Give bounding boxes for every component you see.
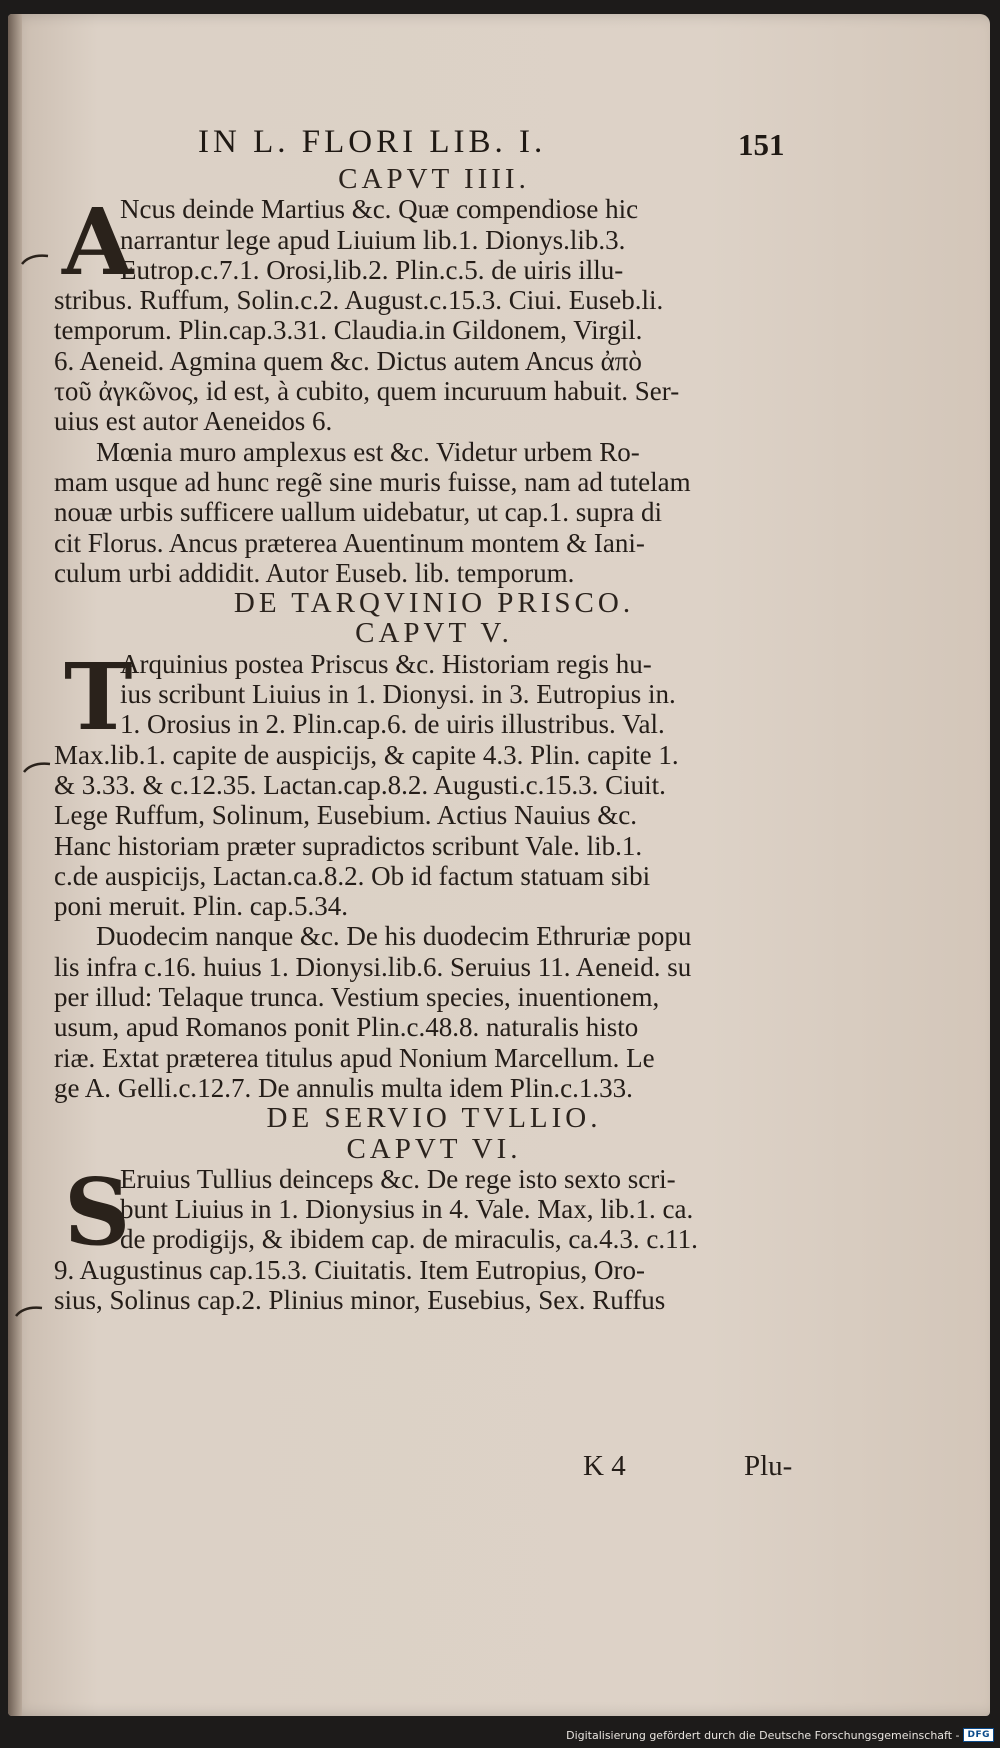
text-line: ius scribunt Liuius in 1. Dionysi. in 3. Eutropius in.	[120, 679, 676, 710]
running-title: IN L. FLORI LIB. I.	[198, 124, 547, 160]
text-line: & 3.33. & c.12.35. Lactan.cap.8.2. Augusti.c.15.3. Ciuit.	[54, 769, 666, 800]
text-line: lis infra c.16. huius 1. Dionysi.lib.6. Seruius 11. Aeneid. su	[54, 951, 692, 982]
text-line: Max.lib.1. capite de auspicijs, & capite 4.3. Plin. capite 1.	[54, 739, 679, 770]
text-line: mam usque ad hunc regẽ sine muris fuisse, nam ad tutelam	[54, 466, 691, 497]
text-line: uius est autor Aeneidos 6.	[54, 406, 333, 437]
paragraph-with-dropcap	[54, 188, 814, 297]
digitization-credit	[566, 1726, 994, 1744]
margin-pen-mark	[14, 1304, 44, 1316]
text-body	[54, 164, 814, 1315]
text-line: nouæ urbis sufficere uallum uidebatur, ut cap.1. supra di	[54, 497, 663, 528]
drop-cap-letter: A	[62, 188, 134, 297]
text-line: ge A. Gelli.c.12.7. De annulis multa idem Plin.c.1.33.	[54, 1072, 633, 1103]
chapter-heading: CAPVT VI.	[346, 1132, 522, 1165]
text-line: per illud: Telaque trunca. Vestium species, inuentionem,	[54, 982, 660, 1013]
paragraph-with-dropcap	[54, 1157, 814, 1266]
text-line: culum urbi addidit. Autor Euseb. lib. temporum.	[54, 557, 575, 588]
dfg-logo: DFG	[963, 1728, 994, 1742]
text-line: 6. Aeneid. Agmina quem &c. Dictus autem Ancus ἀπὸ	[54, 345, 642, 376]
catchword: Plu-	[744, 1450, 793, 1482]
section-title: DE TARQVINIO PRISCO.	[233, 587, 635, 620]
text-line: Duodecim nanque &c. De his duodecim Ethruriæ popu	[96, 921, 692, 952]
text-line: bunt Liuius in 1. Dionysius in 4. Vale. Max, lib.1. ca.	[120, 1194, 694, 1225]
drop-cap-letter: S	[64, 1157, 131, 1266]
text-line: de prodigijs, & ibidem cap. de miraculis, ca.4.3. c.11.	[120, 1224, 698, 1255]
text-line: τοῦ ἀγκῶνος, id est, à cubito, quem incuruum habuit. Ser-	[54, 376, 680, 407]
chapter-heading: CAPVT V.	[355, 617, 513, 650]
signature-mark: K 4	[583, 1450, 626, 1482]
margin-pen-mark	[22, 760, 52, 772]
text-line: c.de auspicijs, Lactan.ca.8.2. Ob id factum statuam sibi	[54, 860, 651, 891]
text-line: 9. Augustinus cap.15.3. Ciuitatis. Item Eutropius, Oro-	[54, 1254, 645, 1285]
text-line: temporum. Plin.cap.3.31. Claudia.in Gildonem, Virgil.	[54, 315, 643, 346]
text-line: Lege Ruffum, Solinum, Eusebium. Actius Nauius &c.	[54, 800, 637, 831]
credit-text: Digitalisierung gefördert durch die Deutsche Forschungsgemeinschaft -	[566, 1728, 960, 1742]
text-line: cit Florus. Ancus præterea Auentinum montem & Iani-	[54, 527, 645, 558]
drop-cap-letter: T	[64, 642, 133, 751]
section-title: DE SERVIO TVLLIO.	[266, 1102, 602, 1135]
text-line: Hanc historiam præter supradictos scribunt Vale. lib.1.	[54, 830, 643, 861]
margin-pen-mark	[20, 252, 50, 264]
page-spine-edge	[8, 14, 22, 1716]
text-line: usum, apud Romanos ponit Plin.c.48.8. naturalis histo	[54, 1012, 639, 1043]
text-line: 1. Orosius in 2. Plin.cap.6. de uiris illustribus. Val.	[120, 709, 665, 740]
chapter-heading: CAPVT IIII.	[338, 163, 530, 195]
text-line: riæ. Extat præterea titulus apud Nonium Marcellum. Le	[54, 1042, 655, 1073]
page-number: 151	[738, 127, 785, 162]
text-line: narrantur lege apud Liuium lib.1. Dionys.lib.3.	[120, 224, 626, 255]
text-line: Mœnia muro amplexus est &c. Videtur urbem Ro-	[96, 436, 640, 467]
text-line: poni meruit. Plin. cap.5.34.	[54, 891, 348, 922]
text-line: stribus. Ruffum, Solin.c.2. August.c.15.3. Ciui. Euseb.li.	[54, 285, 664, 316]
book-page	[8, 14, 990, 1716]
text-line: Eutrop.c.7.1. Orosi,lib.2. Plin.c.5. de uiris illu-	[120, 254, 624, 285]
text-line: sius, Solinus cap.2. Plinius minor, Eusebius, Sex. Ruffus	[54, 1284, 666, 1315]
text-line: Arquinius postea Priscus &c. Historiam regis hu-	[120, 648, 652, 679]
text-line: Ncus deinde Martius &c. Quæ compendiose hic	[120, 194, 639, 225]
paragraph-with-dropcap	[54, 642, 814, 751]
text-line: Eruius Tullius deinceps &c. De rege isto sexto scri-	[120, 1163, 676, 1194]
